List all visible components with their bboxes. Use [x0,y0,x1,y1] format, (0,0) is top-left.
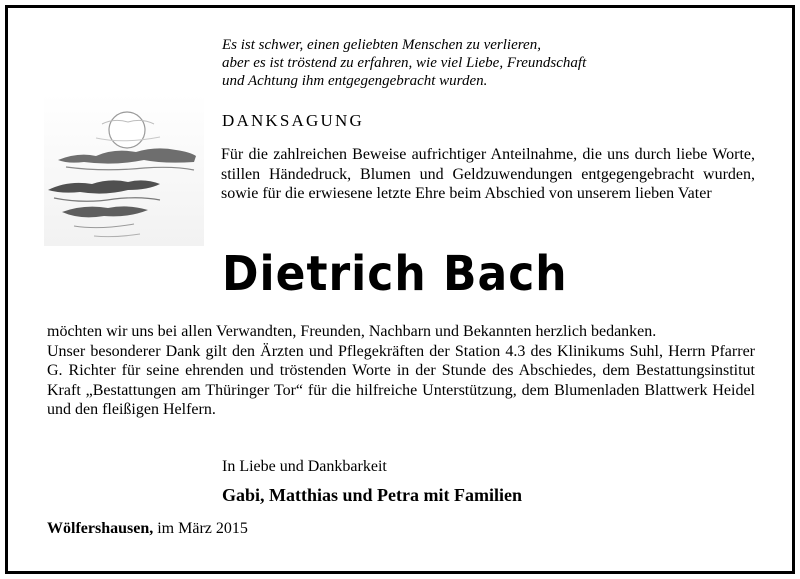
thanks-paragraph: Unser besonderer Dank gilt den Ärzten und Pflegekräften der Station 4.3 des Klinikums Suhl, Herrn Pfarrer G. Richter für seine ehrenden und tröstenden Worte in der Stunde des Abschiedes, dem Bestattungsinstitut Kraft „Bestattungen am Thüringer Tor“ für die hilfreiche Unterstützung, dem Blumenladen Blattwerk Heidel und den fleißigen Helfern. [47,342,755,418]
place-name: Wölfershausen, [47,520,154,537]
signatories: Gabi, Matthias und Petra mit Familien [222,485,522,505]
motto-line: Es ist schwer, einen geliebten Menschen zu verlieren, [222,37,541,53]
thanks-body [47,322,755,420]
motto-quote [222,36,682,90]
date-text: im März 2015 [157,520,248,537]
motto-line: und Achtung ihm entgegengebracht wurden. [222,73,488,89]
closing-phrase: In Liebe und Dankbarkeit [222,458,387,475]
motto-line: aber es ist tröstend zu erfahren, wie viel Liebe, Freundschaft [222,55,587,71]
thanks-paragraph: möchten wir uns bei allen Verwandten, Freunden, Nachbarn und Bekannten herzlich bedanken. [47,323,657,340]
intro-paragraph: Für die zahlreichen Beweise aufrichtiger Anteilnahme, die uns durch liebe Worte, stillen Händedruck, Blumen und Geldzuwendungen entgegengebracht wurden, sowie für die erwiesene letzte Ehre beim Abschied von unserem lieben Vater [221,146,755,202]
heading-title: DANKSAGUNG [222,111,364,130]
place-date-line [47,520,248,538]
deceased-name: Dietrich Bach [222,246,568,303]
sunset-landscape-sketch-icon [44,94,204,246]
